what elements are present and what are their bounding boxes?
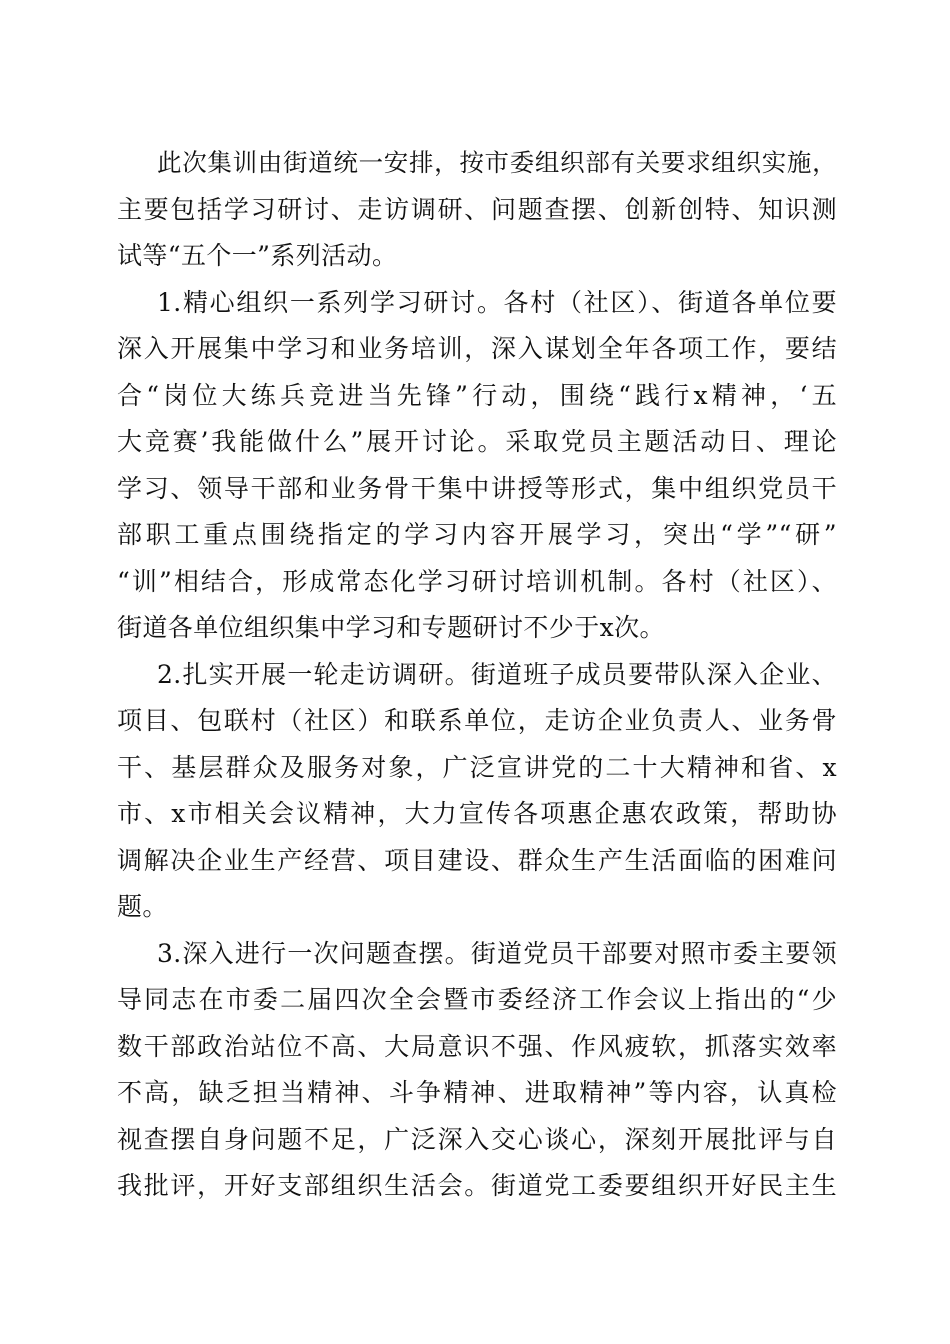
text-line: 3.深入进行一次问题查摆。街道党员干部要对照市委主要领 xyxy=(157,938,837,968)
text-line: 街道各单位组织集中学习和专题研讨不少于x次。 xyxy=(117,613,665,642)
text-line: 我批评，开好支部组织生活会。街道党工委要组织开好民主生 xyxy=(117,1171,837,1200)
text-line: 不高，缺乏担当精神、斗争精神、进取精神”等内容，认真检 xyxy=(117,1078,837,1107)
text-line: 导同志在市委二届四次全会暨市委经济工作会议上指出的“少 xyxy=(117,985,837,1014)
text-line: 此次集训由街道统一安排，按市委组织部有关要求组织实施， xyxy=(157,148,837,177)
text-line: 题。 xyxy=(117,892,168,921)
text-line: 市、x市相关会议精神，大力宣传各项惠企惠农政策，帮助协 xyxy=(117,799,837,828)
text-line: 视查摆自身问题不足，广泛深入交心谈心，深刻开展批评与自 xyxy=(117,1124,837,1154)
document-body xyxy=(117,140,837,1210)
text-line: 2.扎实开展一轮走访调研。街道班子成员要带队深入企业、 xyxy=(157,659,837,689)
text-line: 数干部政治站位不高、大局意识不强、作风疲软，抓落实效率 xyxy=(117,1031,837,1061)
text-line: 部职工重点围绕指定的学习内容开展学习，突出“学”“研” xyxy=(117,520,837,549)
text-line: 学习、领导干部和业务骨干集中讲授等形式，集中组织党员干 xyxy=(117,473,837,503)
text-line: 调解决企业生产经营、项目建设、群众生产生活面临的困难问 xyxy=(117,845,837,875)
text-line: 干、基层群众及服务对象，广泛宣讲党的二十大精神和省、x xyxy=(117,752,837,782)
text-line: “训”相结合，形成常态化学习研讨培训机制。各村（社区）、 xyxy=(117,566,837,596)
text-line: 大竞赛’我能做什么”展开讨论。采取党员主题活动日、理论 xyxy=(117,427,837,456)
text-line: 合“岗位大练兵竞进当先锋”行动，围绕“践行x精神，‘五 xyxy=(117,380,837,410)
text-line: 深入开展集中学习和业务培训，深入谋划全年各项工作，要结 xyxy=(117,334,837,363)
text-line: 1.精心组织一系列学习研讨。各村（社区）、街道各单位要 xyxy=(157,287,837,317)
text-line: 项目、包联村（社区）和联系单位，走访企业负责人、业务骨 xyxy=(117,706,837,735)
text-line: 试等“五个一”系列活动。 xyxy=(117,241,398,270)
text-line: 主要包括学习研讨、走访调研、问题查摆、创新创特、知识测 xyxy=(117,194,837,224)
